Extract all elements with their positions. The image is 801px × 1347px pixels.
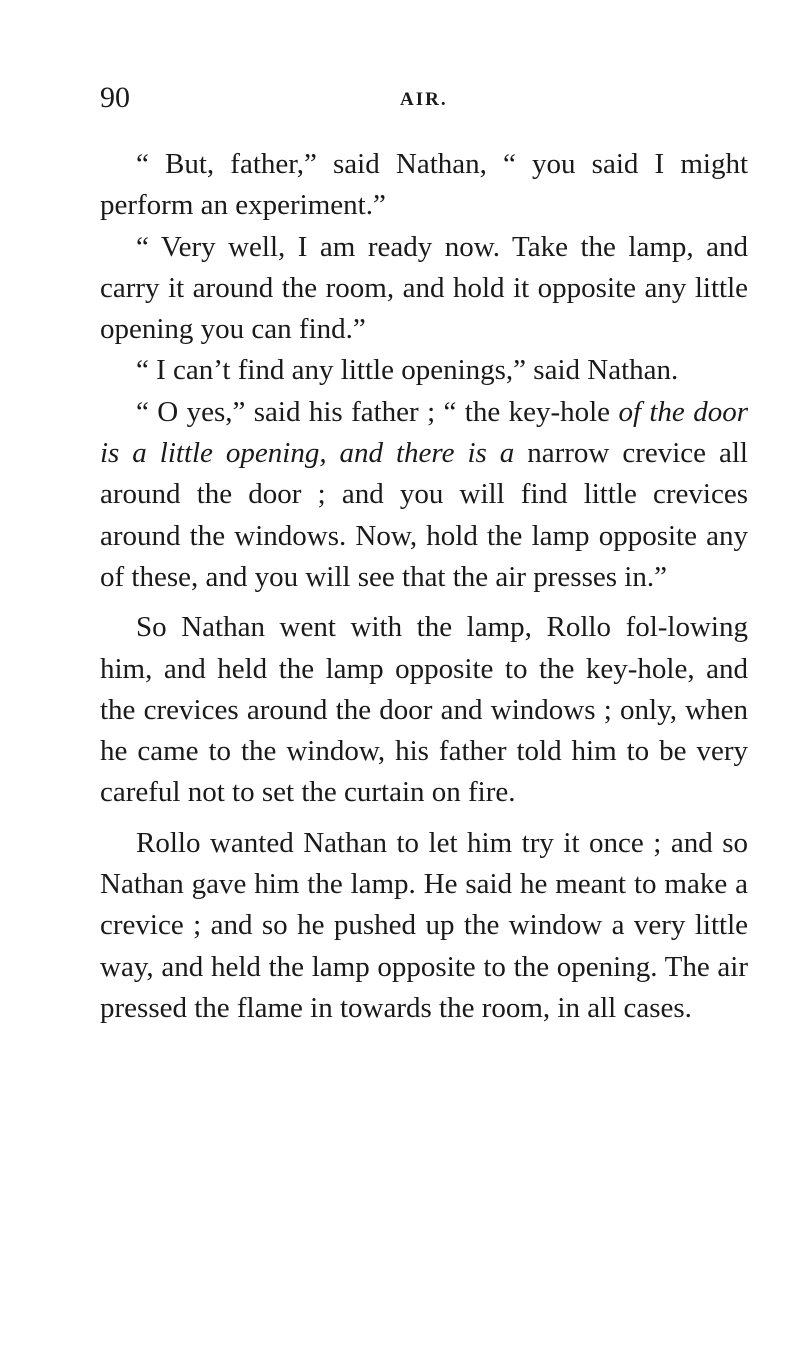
paragraph bbox=[100, 392, 748, 598]
paragraph-text: “ Very well, I am ready now. Take the lamp, and carry it around the room, and hold it opposite any little opening you can find.” bbox=[100, 230, 748, 346]
italic-text: of the door is a little opening, and there is a bbox=[100, 395, 748, 470]
paragraph-text: narrow crevice all around the door ; and you will find little crevices around the windows. Now, hold the lamp opposite any of these, and you will see that the air presses in.” bbox=[100, 437, 748, 593]
running-title: AIR. bbox=[400, 89, 448, 110]
paragraph-text: Rollo wanted Nathan to let him try it once ; and so Nathan gave him the lamp. He said he meant to make a crevice ; and so he pushed up the window a very little way, and held the lamp opposite to the opening. The air pressed the flame in towards the room, in all cases. bbox=[100, 826, 748, 1024]
paragraph bbox=[100, 823, 748, 1029]
paragraph bbox=[100, 227, 748, 351]
paragraph-text: “ I can’t find any little openings,” said Nathan. bbox=[136, 354, 679, 387]
running-head bbox=[100, 78, 748, 118]
page-number: 90 bbox=[100, 81, 130, 114]
paragraph-text: “ O yes,” said his father ; “ the key-hole bbox=[136, 395, 619, 428]
paragraph bbox=[100, 607, 748, 813]
paragraph bbox=[100, 350, 748, 391]
paragraph-text: “ But, father,” said Nathan, “ you said I might perform an experiment.” bbox=[100, 148, 748, 222]
paragraph-text: So Nathan went with the lamp, Rollo fol-lowing him, and held the lamp opposite to the key-hole, and the crevices around the door and windows ; only, when he came to the window, his father told him to be very careful not to set the curtain on fire. bbox=[100, 611, 748, 809]
paragraph bbox=[100, 144, 748, 227]
body-text bbox=[100, 144, 748, 1029]
